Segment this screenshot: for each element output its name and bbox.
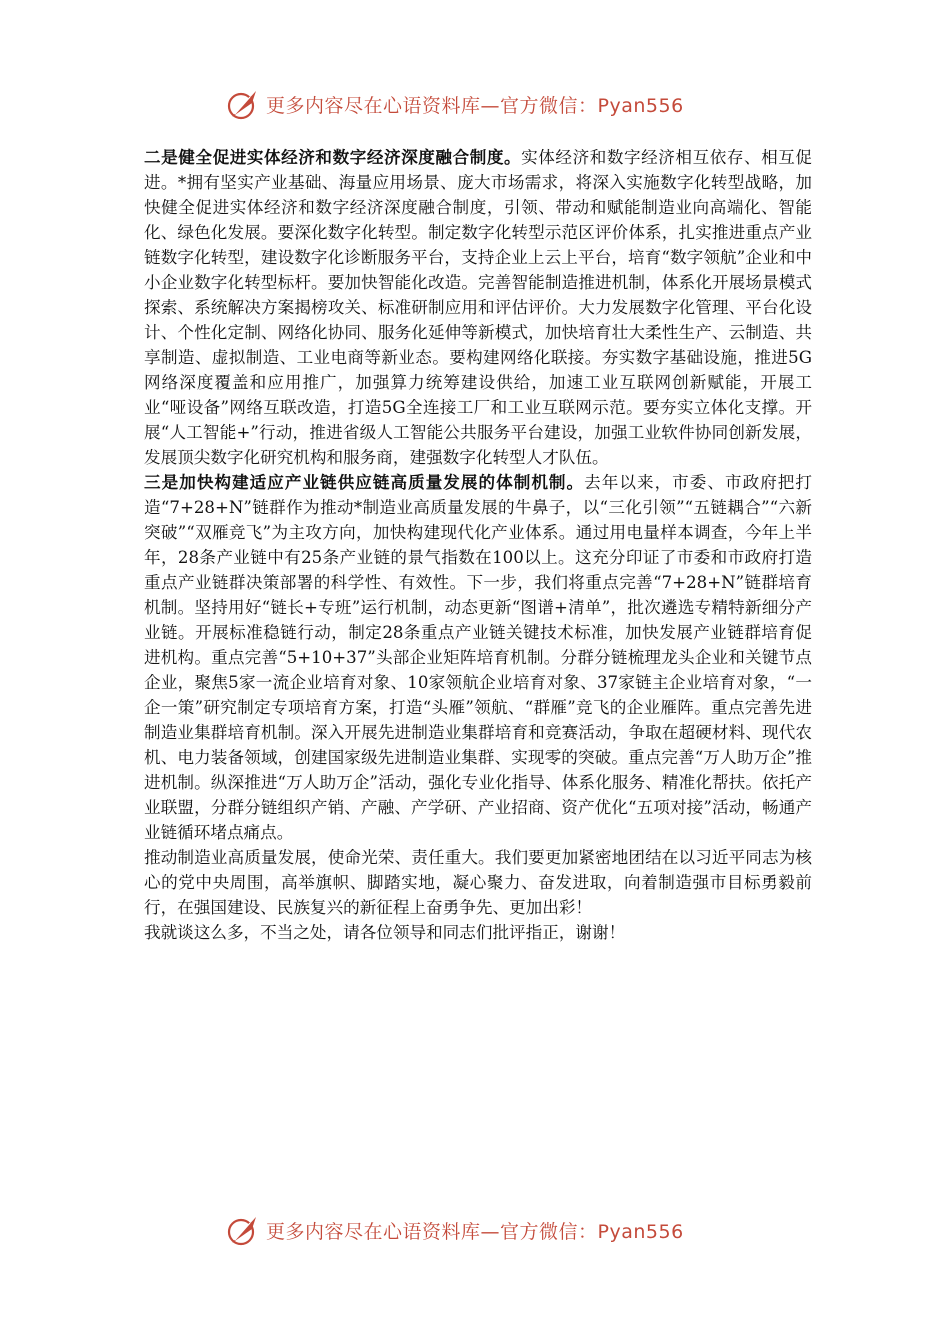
quill-logo-icon — [226, 87, 260, 121]
paragraph-text: 推动制造业高质量发展，使命光荣、责任重大。我们要更加紧密地团结在以习近平同志为核心的党中央周围，高举旗帜、脚踏实地，凝心聚力、奋发进取，向着制造强市目标勇毅前行，在强国建设、民族复兴的新征程上奋勇争先、更加出彩！ — [144, 848, 812, 917]
paragraph-heading: 三是加快构建适应产业链供应链高质量发展的体制机制。 — [144, 472, 585, 492]
paragraph-digital-economy — [144, 145, 812, 470]
watermark-footer — [226, 1210, 746, 1250]
paragraph-conclusion — [144, 845, 812, 920]
paragraph-text: 实体经济和数字经济相互依存、相互促进。*拥有坚实产业基础、海量应用场景、庞大市场需求，将深入实施数字化转型战略，加快健全促进实体经济和数字经济深度融合制度，引领、带动和赋能制造业向高端化、智能化、绿色化发展。要深化数字化转型。制定数字化转型示范区评价体系，扎实推进重点产业链数字化转型，建设数字化诊断服务平台，支持企业上云上平台，培育“数字领航”企业和中小企业数字化转型标杆。要加快智能化改造。完善智能制造推进机制，体系化开展场景模式探索、系统解决方案揭榜攻关、标准研制应用和评估评价。大力发展数字化管理、平台化设计、个性化定制、网络化协同、服务化延伸等新模式，加快培育壮大柔性生产、云制造、共享制造、虚拟制造、工业电商等新业态。要构建网络化联接。夯实数字基础设施，推进5G网络深度覆盖和应用推广，加强算力统筹建设供给，加速工业互联网创新赋能，开展工业“哑设备”网络互联改造，打造5G全连接工厂和工业互联网示范。要夯实立体化支撑。开展“人工智能+”行动，推进省级人工智能公共服务平台建设，加强工业软件协同创新发展，发展顶尖数字化研究机构和服务商，建强数字化转型人才队伍。 — [144, 148, 813, 467]
paragraph-industry-chain — [144, 470, 812, 845]
paragraph-heading: 二是健全促进实体经济和数字经济深度融合制度。 — [144, 147, 522, 167]
paragraph-closing — [144, 920, 812, 945]
quill-logo-icon — [226, 1213, 260, 1247]
watermark-text: 更多内容尽在心语资料库—官方微信：Pyan556 — [266, 94, 684, 117]
watermark-header — [226, 84, 746, 124]
paragraph-text: 去年以来，市委、市政府把打造“7+28+N”链群作为推动*制造业高质量发展的牛鼻子，以“三化引领”“五链耦合”“六新突破”“双雁竞飞”为主攻方向，加快构建现代化产业体系。通过用电量样本调查，今年上半年，28条产业链中有25条产业链的景气指数在100以上。这充分印证了市委和市政府打造重点产业链群决策部署的科学性、有效性。下一步，我们将重点完善“7+28+N”链群培育机制。坚持用好“链长+专班”运行机制，动态更新“图谱+清单”，批次遴选专精特新细分产业链。开展标准稳链行动，制定28条重点产业链关键技术标准，加快发展产业链群培育促进机构。重点完善“5+10+37”头部企业矩阵培育机制。分群分链梳理龙头企业和关键节点企业，聚焦5家一流企业培育对象、10家领航企业培育对象、37家链主企业培育对象，“一企一策”研究制定专项培育方案，打造“头雁”领航、“群雁”竞飞的企业雁阵。重点完善先进制造业集群培育机制。深入开展先进制造业集群培育和竞赛活动，争取在超硬材料、现代农机、电力装备领域，创建国家级先进制造业集群、实现零的突破。重点完善“万人助万企”推进机制。纵深推进“万人助万企”活动，强化专业化指导、体系化服务、精准化帮扶。依托产业联盟，分群分链组织产销、产融、产学研、产业招商、资产优化“五项对接”活动，畅通产业链循环堵点痛点。 — [144, 473, 813, 842]
watermark-text: 更多内容尽在心语资料库—官方微信：Pyan556 — [266, 1220, 684, 1243]
document-body — [144, 145, 812, 945]
paragraph-text: 我就谈这么多，不当之处，请各位领导和同志们批评指正，谢谢！ — [144, 923, 626, 942]
